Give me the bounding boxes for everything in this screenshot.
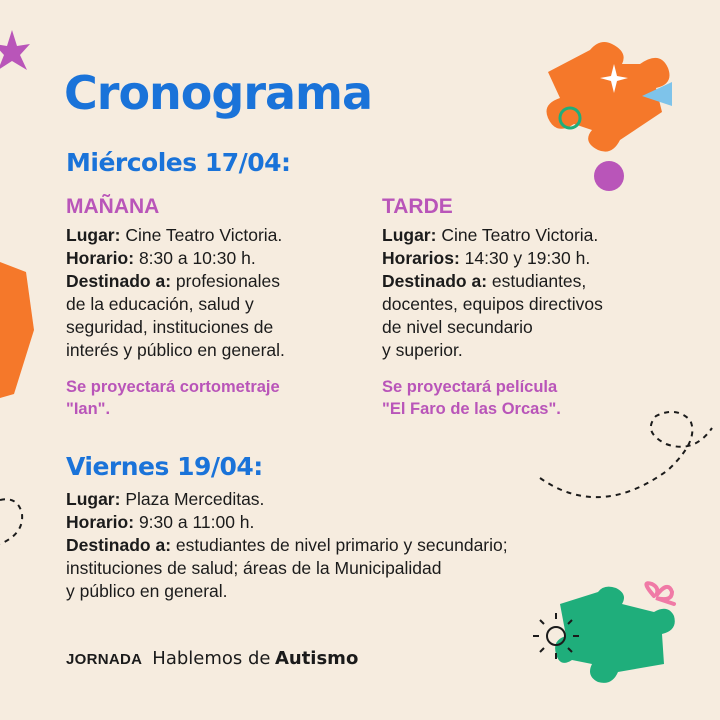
footer-jornada: JORNADA bbox=[66, 651, 143, 668]
afternoon-note-line: "El Faro de las Orcas". bbox=[382, 400, 561, 418]
page-title: Cronograma bbox=[64, 66, 373, 120]
morning-note-line: "Ian". bbox=[66, 400, 111, 418]
afternoon-destinado-line: docentes, equipos directivos bbox=[382, 294, 603, 314]
afternoon-lugar: Lugar: Cine Teatro Victoria. bbox=[382, 225, 599, 245]
afternoon-horario: Horarios: 14:30 y 19:30 h. bbox=[382, 248, 591, 268]
afternoon-note: Se proyectará película bbox=[382, 378, 558, 396]
morning-destinado-line: seguridad, instituciones de bbox=[66, 317, 274, 337]
morning-note: Se proyectará cortometraje bbox=[66, 378, 280, 396]
morning-lugar: Lugar: Cine Teatro Victoria. bbox=[66, 225, 283, 245]
morning-label: MAÑANA bbox=[66, 195, 160, 218]
friday-horario: Horario: 9:30 a 11:00 h. bbox=[66, 512, 255, 532]
footer-logo bbox=[66, 648, 358, 669]
friday-details bbox=[66, 488, 508, 603]
orange-hexagon-icon bbox=[0, 262, 34, 398]
morning-column bbox=[66, 195, 356, 420]
afternoon-label: TARDE bbox=[382, 195, 453, 218]
morning-horario: Horario: 8:30 a 10:30 h. bbox=[66, 248, 256, 268]
afternoon-destinado-line: de nivel secundario bbox=[382, 317, 533, 337]
green-puzzle-piece-icon bbox=[555, 587, 675, 683]
morning-destinado: Destinado a: profesionales bbox=[66, 271, 281, 291]
day-heading-friday: Viernes 19/04: bbox=[66, 452, 263, 481]
afternoon-column bbox=[382, 195, 682, 420]
morning-destinado-line: de la educación, salud y bbox=[66, 294, 254, 314]
footer-title: Hablemos de Autismo bbox=[152, 648, 359, 669]
friday-destinado-line: instituciones de salud; áreas de la Municipalidad bbox=[66, 558, 442, 578]
friday-destinado-line: y público en general. bbox=[66, 581, 228, 601]
circle-icon bbox=[594, 161, 624, 191]
afternoon-destinado-line: y superior. bbox=[382, 340, 463, 360]
friday-destinado: Destinado a: estudiantes de nivel primario y secundario; bbox=[66, 535, 508, 555]
bow-icon bbox=[646, 583, 674, 604]
friday-lugar: Lugar: Plaza Merceditas. bbox=[66, 489, 265, 509]
day-heading-wednesday: Miércoles 17/04: bbox=[66, 148, 291, 177]
purple-star-icon bbox=[0, 30, 30, 70]
afternoon-destinado: Destinado a: estudiantes, bbox=[382, 271, 587, 291]
morning-destinado-line: interés y público en general. bbox=[66, 340, 285, 360]
